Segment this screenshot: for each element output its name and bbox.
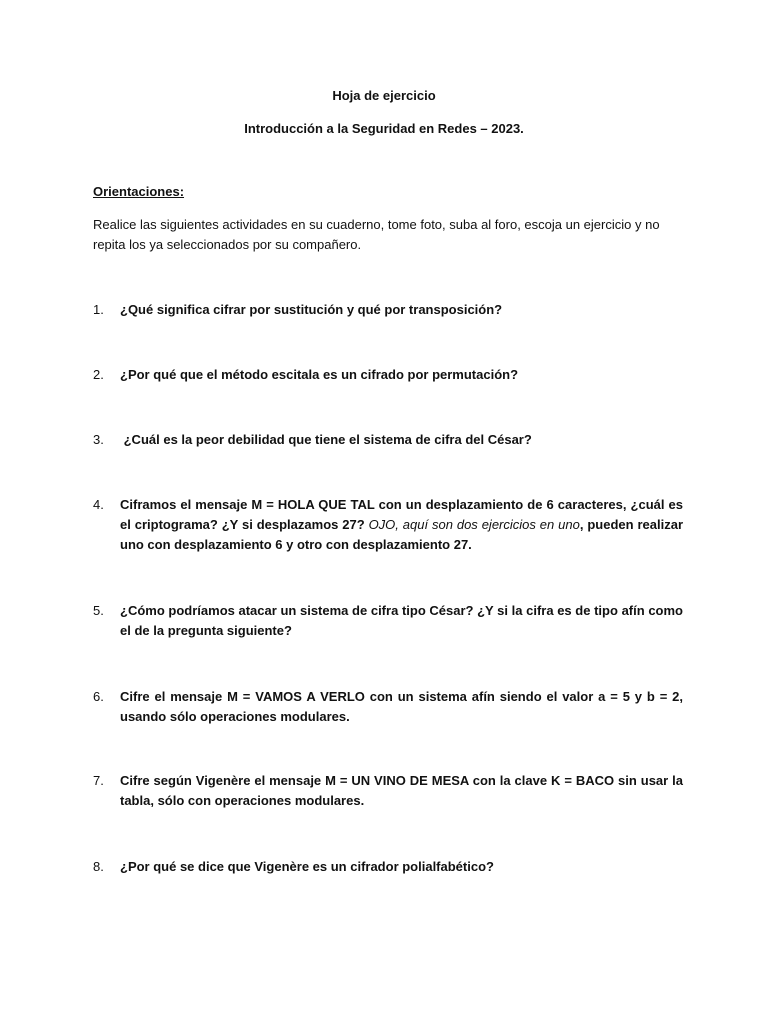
question-number: 5.	[93, 603, 104, 618]
question-text: Cifre el mensaje M = VAMOS A VERLO con un sistema afín siendo el valor a = 5 y b = 2, usando sólo operaciones modulares.	[120, 689, 683, 724]
question-number: 6.	[93, 689, 104, 704]
question-6	[93, 687, 683, 727]
question-text-italic-note: OJO, aquí son dos ejercicios en uno	[368, 517, 580, 532]
question-3	[93, 430, 683, 450]
question-text: Cifre según Vigenère el mensaje M = UN VINO DE MESA con la clave K = BACO sin usar la tabla, sólo con operaciones modulares.	[120, 773, 683, 808]
question-number: 1.	[93, 302, 104, 317]
question-number: 4.	[93, 497, 104, 512]
orientaciones-text: Realice las siguientes actividades en su cuaderno, tome foto, suba al foro, escoja un ejercicio y no repita los ya seleccionados por su compañero.	[93, 217, 660, 252]
question-number: 7.	[93, 773, 104, 788]
question-7	[93, 771, 683, 811]
question-text-part-b: , pueden realizar uno con desplazamiento 6 y otro con desplazamiento 27.	[120, 517, 684, 552]
document-title: Hoja de ejercicio	[332, 88, 436, 103]
question-4	[93, 495, 683, 555]
question-text: ¿Cómo podríamos atacar un sistema de cifra tipo César? ¿Y si la cifra es de tipo afín como el de la pregunta siguiente?	[120, 603, 683, 638]
question-text: ¿Cuál es la peor debilidad que tiene el sistema de cifra del César?	[120, 432, 532, 447]
question-text: ¿Qué significa cifrar por sustitución y qué por transposición?	[120, 302, 503, 317]
question-5	[93, 601, 683, 641]
question-1	[93, 300, 683, 320]
question-number: 3.	[93, 432, 104, 447]
document-subtitle: Introducción a la Seguridad en Redes – 2023.	[244, 121, 524, 136]
question-text: ¿Por qué se dice que Vigenère es un cifrador polialfabético?	[120, 859, 494, 874]
orientaciones-heading: Orientaciones:	[93, 184, 185, 199]
question-text	[120, 495, 683, 555]
question-text-part-a: Ciframos el mensaje M = HOLA QUE TAL con un desplazamiento de 6 caracteres, ¿cuál es el criptograma? ¿Y si desplazamos 27?	[120, 497, 683, 532]
question-number: 8.	[93, 859, 104, 874]
question-2	[93, 365, 683, 385]
question-number: 2.	[93, 367, 104, 382]
question-8	[93, 857, 683, 877]
question-text: ¿Por qué que el método escitala es un cifrado por permutación?	[120, 367, 519, 382]
